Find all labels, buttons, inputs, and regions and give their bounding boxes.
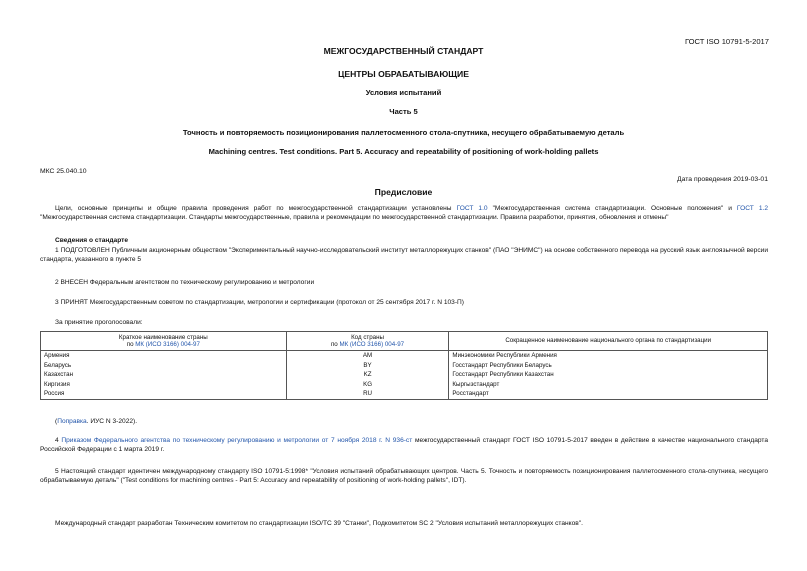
item-1-prepared: 1 ПОДГОТОВЛЕН Публичным акционерным обществом "Экспериментальный научно-исследовательский институт металлорежущих станков" (ПАО "ЭНИМС") на основе собственного перевода на русский язык англоязычной версии стандарта, указанного в пункте 5: [40, 247, 768, 263]
code-cell: KG: [286, 380, 449, 390]
intro-text-c: "Межгосударственная система стандартизации. Стандарты межгосударственные, правила и рекомендации по межгосударственной стандартизации. Правила разработки, принятия, обновления и отмены": [40, 214, 669, 221]
country-cell: Россия: [41, 389, 287, 399]
table-row: [41, 370, 768, 380]
code-cell: AM: [286, 351, 449, 361]
amendment-note: (Поправка. ИУС N 3-2022).: [55, 418, 138, 425]
code-cell: KZ: [286, 370, 449, 380]
country-cell: Армения: [41, 351, 287, 361]
russian-title: Точность и повторяемость позиционирования паллетосменного стола-спутника, несущего обрабатываемую деталь: [182, 128, 625, 137]
voted-label: За принятие проголосовали:: [55, 319, 143, 326]
body-cell: Минэкономики Республики Армения: [449, 351, 768, 361]
gost-1-2-link[interactable]: ГОСТ 1.2: [736, 205, 768, 212]
mk-iso-link[interactable]: МК (ИСО 3166) 004-97: [135, 341, 200, 348]
country-name-header: Краткое наименование страны по МК (ИСО 3166) 004-97: [41, 332, 287, 351]
item-2-introduced: 2 ВНЕСЕН Федеральным агентством по техническому регулированию и метрологии: [55, 279, 315, 286]
item-3-adopted: 3 ПРИНЯТ Межгосударственным советом по стандартизации, метрологии и сертификации (протокол от 25 сентября 2017 г. N 103-П): [55, 299, 464, 306]
item-5-identical: 5 Настоящий стандарт идентичен международному стандарту ISO 10791-5:1998* "Условия испытаний обрабатывающих центров. Часть 5. Точность и повторяемость позиционирования паллетосменного стола-спутника, несущего обрабатываемую деталь" ("Test conditions for machining centres - Part 5: Accuracy and repeatability of positioning of work-holding pallets", IDT).: [40, 468, 768, 484]
voting-countries-table: [40, 331, 768, 400]
conditions-heading: Условия испытаний: [365, 88, 442, 97]
table-row: [41, 389, 768, 399]
order-link[interactable]: Приказом Федерального агентства по техническому регулированию и метрологии от 7 ноября 2018 г. N 936-ст: [61, 437, 413, 444]
country-code-header: Код страны по МК (ИСО 3166) 004-97: [286, 332, 449, 351]
intro-text-a: Цели, основные принципы и общие правила проведения работ по межгосударственной стандартизации установлены: [55, 205, 457, 212]
body-cell: Госстандарт Республики Казахстан: [449, 370, 768, 380]
item-4-number: 4: [55, 437, 62, 444]
body-cell: Госстандарт Республики Беларусь: [449, 361, 768, 371]
table-row: [41, 380, 768, 390]
preface-heading: Предисловие: [374, 187, 433, 197]
standard-subject-heading: ЦЕНТРЫ ОБРАБАТЫВАЮЩИЕ: [338, 69, 469, 79]
mks-code: МКС 25.040.10: [40, 168, 87, 175]
intro-text-b: "Межгосударственная система стандартизации. Основные положения" и: [487, 205, 737, 212]
item-4-enacted: [40, 436, 768, 454]
country-cell: Беларусь: [41, 361, 287, 371]
standards-body-header: Сокращенное наименование национального органа по стандартизации: [449, 332, 768, 351]
english-title: Machining centres. Test conditions. Part 5. Accuracy and repeatability of positioning of work-holding pallets: [208, 147, 599, 156]
body-cell: Кыргызстандарт: [449, 380, 768, 390]
standard-type-heading: МЕЖГОСУДАРСТВЕННЫЙ СТАНДАРТ: [323, 46, 484, 56]
table-row: [41, 361, 768, 371]
country-cell: Киргизия: [41, 380, 287, 390]
code-cell: BY: [286, 361, 449, 371]
amendment-link[interactable]: Поправка: [57, 418, 87, 425]
effective-date: Дата проведения 2019-03-01: [677, 176, 768, 183]
document-code: ГОСТ ISO 10791-5-2017: [684, 37, 769, 46]
gost-1-0-link[interactable]: ГОСТ 1.0: [456, 205, 488, 212]
mk-iso-link[interactable]: МК (ИСО 3166) 004-97: [339, 341, 405, 348]
country-cell: Казахстан: [41, 370, 287, 380]
item-4-text: межгосударственный стандарт ГОСТ ISO 10791-5-2017 введен в действие в качестве национального стандарта Российской Федерации с 1 марта 2019 г.: [40, 437, 769, 453]
code-cell: RU: [286, 389, 449, 399]
part-heading: Часть 5: [389, 107, 418, 116]
amendment-text: . ИУС N 3-2022).: [86, 418, 138, 425]
table-row: [41, 351, 768, 361]
table-header-row: [41, 332, 768, 351]
preface-intro: [40, 204, 768, 222]
iso-footnote: Международный стандарт разработан Техническим комитетом по стандартизации ISO/TC 39 "Станки", Подкомитетом SC 2 "Условия испытаний металлорежущих станков".: [55, 520, 583, 527]
body-cell: Росстандарт: [449, 389, 768, 399]
standard-info-heading: Сведения о стандарте: [55, 237, 129, 244]
